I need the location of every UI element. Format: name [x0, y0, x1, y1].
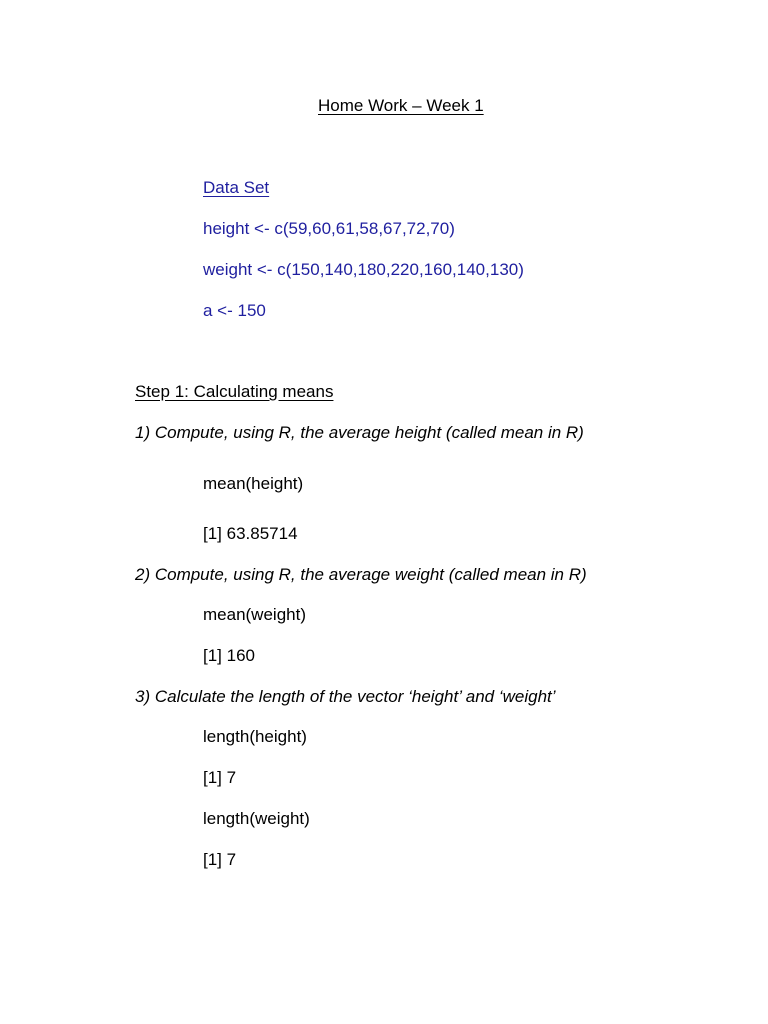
q3-output-height: [1] 7 [203, 768, 237, 787]
q1-output: [1] 63.85714 [203, 524, 298, 543]
dataset-line-height: height <- c(59,60,61,58,67,72,70) [203, 219, 455, 238]
q3-code-weight: length(weight) [203, 809, 310, 828]
q2-question: 2) Compute, using R, the average weight (called mean in R) [135, 565, 587, 584]
q3-code-height: length(height) [203, 727, 307, 746]
q3-question: 3) Calculate the length of the vector ‘height’ and ‘weight’ [135, 687, 556, 706]
dataset-line-weight: weight <- c(150,140,180,220,160,140,130) [203, 260, 524, 279]
dataset-line-a: a <- 150 [203, 301, 266, 320]
q1-code: mean(height) [203, 474, 304, 493]
page-title: Home Work – Week 1 [318, 96, 484, 115]
q2-code: mean(weight) [203, 605, 306, 624]
q2-output: [1] 160 [203, 646, 255, 665]
dataset-heading: Data Set [203, 178, 270, 197]
step1-heading: Step 1: Calculating means [135, 382, 334, 401]
q3-output-weight: [1] 7 [203, 850, 237, 869]
q1-question: 1) Compute, using R, the average height (called mean in R) [135, 423, 584, 442]
